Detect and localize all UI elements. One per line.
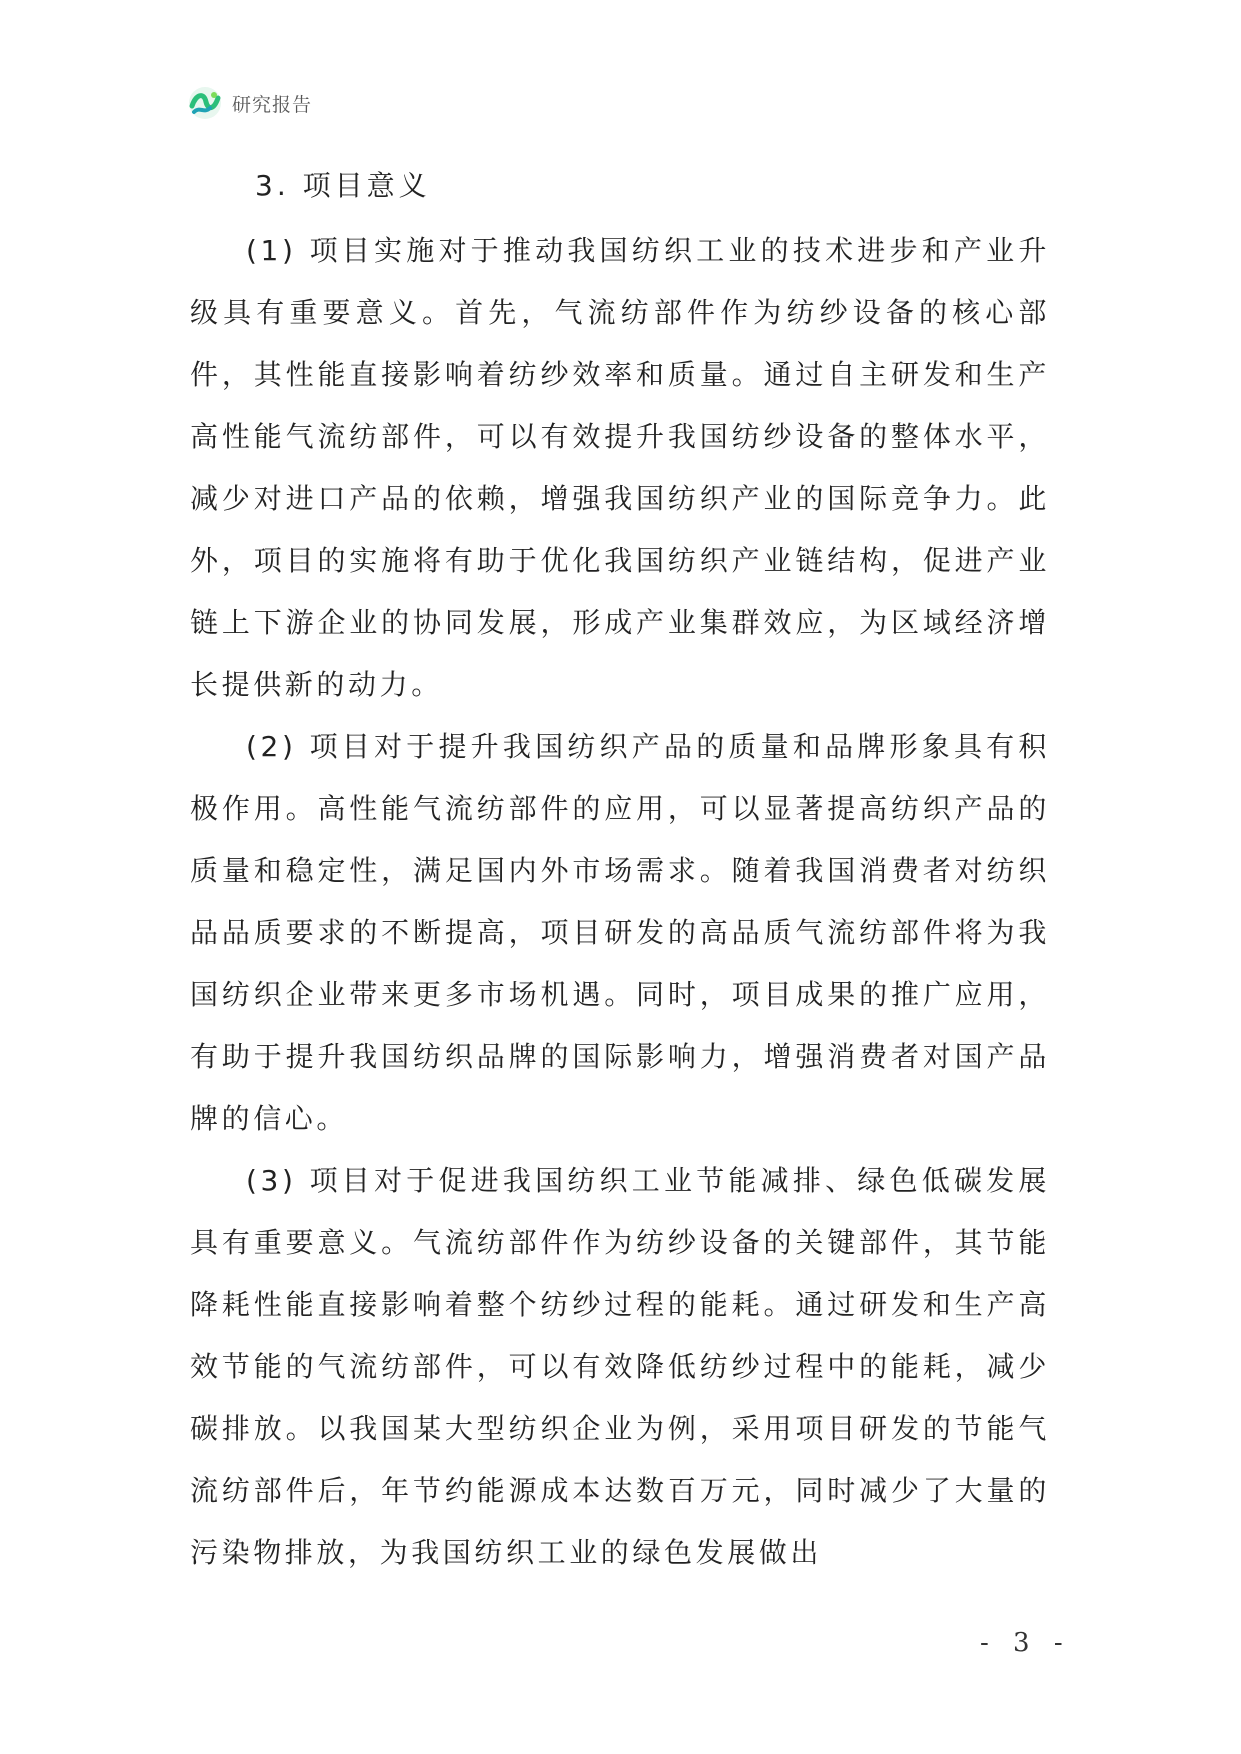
section-title: 3. 项目意义 [255,169,431,202]
page-number: - 3 - [980,1628,1071,1658]
paragraph-2: (2) 项目对于提升我国纺织产品的质量和品牌形象具有积极作用。高性能气流纺部件的应用，可以显著提高纺织产品的质量和稳定性，满足国内外市场需求。随着我国消费者对纺织品品质要求的不断提高，项目研发的高品质气流纺部件将为我国纺织企业带来更多市场机遇。同时，项目成果的推广应用，有助于提升我国纺织品牌的国际影响力，增强消费者对国产品牌的信心。 [190,730,1050,1135]
document-body [190,162,1050,1584]
leaf-logo-icon [188,86,222,120]
paragraph-3: (3) 项目对于促进我国纺织工业节能减排、绿色低碳发展具有重要意义。气流纺部件作为纺纱设备的关键部件，其节能降耗性能直接影响着整个纺纱过程的能耗。通过研发和生产高效节能的气流纺部件，可以有效降低纺纱过程中的能耗，减少碳排放。以我国某大型纺织企业为例，采用项目研发的节能气流纺部件后，年节约能源成本达数百万元，同时减少了大量的污染物排放，为我国纺织工业的绿色发展做出 [190,1164,1050,1569]
page-header [188,86,312,120]
header-title: 研究报告 [232,93,313,116]
paragraph-1: (1) 项目实施对于推动我国纺织工业的技术进步和产业升级具有重要意义。首先，气流纺部件作为纺纱设备的核心部件，其性能直接影响着纺纱效率和质量。通过自主研发和生产高性能气流纺部件，可以有效提升我国纺纱设备的整体水平，减少对进口产品的依赖，增强我国纺织产业的国际竞争力。此外，项目的实施将有助于优化我国纺织产业链结构，促进产业链上下游企业的协同发展，形成产业集群效应，为区域经济增长提供新的动力。 [190,234,1050,701]
